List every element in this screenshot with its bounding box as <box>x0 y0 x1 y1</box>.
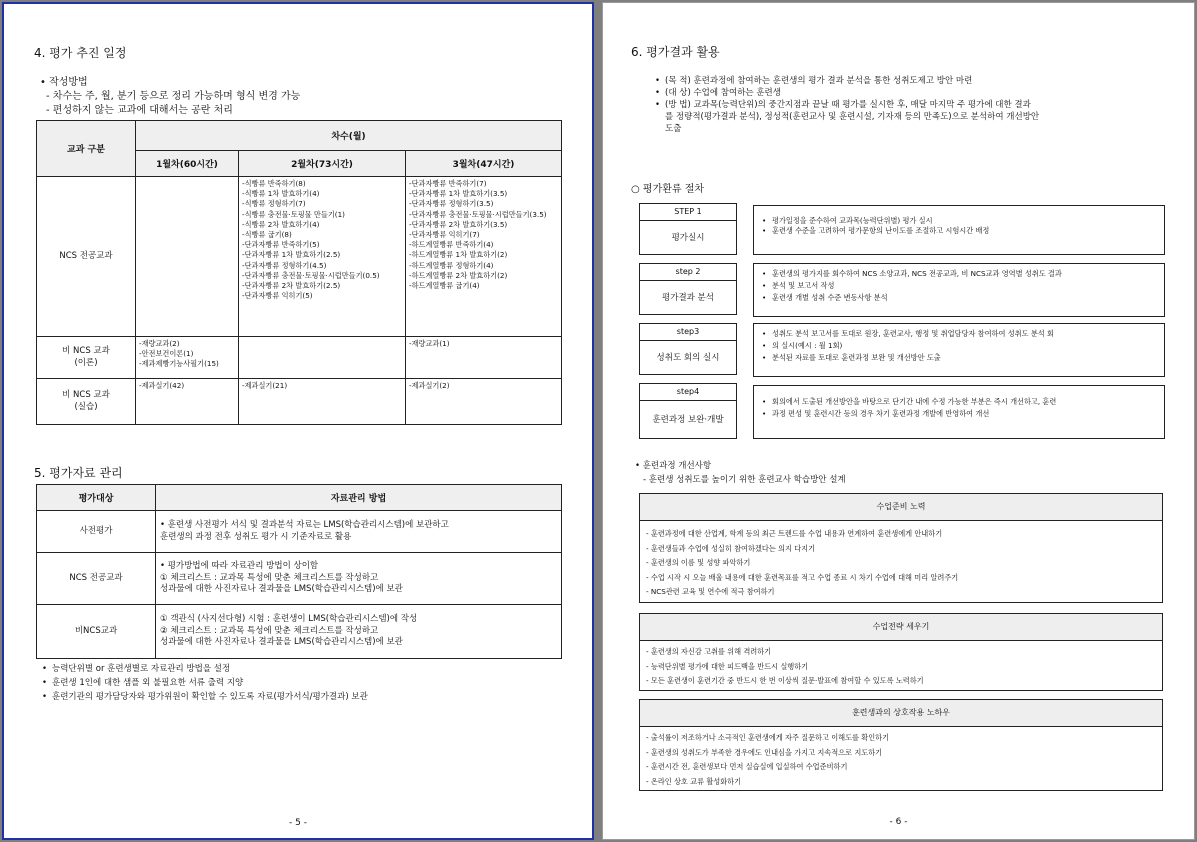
section-6-title: 6. 평가결과 활용 <box>631 45 720 59</box>
list-line: -식빵류 1차 발효하기(4) <box>242 189 320 199</box>
list-line: 성과물에 대한 사진자료나 결과물을 LMS(학습관리시스템)에 보관 <box>160 637 403 648</box>
list-line: -재량교과(1) <box>409 339 450 348</box>
data-management-table <box>36 484 562 659</box>
row-label: 비 NCS 교과 (실습) <box>37 379 136 425</box>
header-method: 자료관리 방법 <box>156 485 562 511</box>
list-line: - 훈련시간 전, 훈련생보다 먼저 실습실에 입실하여 수업준비하기 <box>646 762 848 771</box>
list-line: -하드계열빵류 1차 발효하기(2) <box>409 250 508 260</box>
page-number: - 6 - <box>889 817 908 827</box>
step-box: step3 성취도 회의 실시 <box>639 323 737 375</box>
list-line: ① 체크리스트 : 교과목 특성에 맞춘 체크리스트를 작성하고 <box>160 572 379 583</box>
row-label: 비 NCS 교과 (이론) <box>37 337 136 379</box>
list-line: 훈련생의 과정 전후 성취도 평가 시 기준자료로 활용 <box>160 531 352 542</box>
list-line: - 온라인 상호 교류 활성화하기 <box>646 776 742 786</box>
list-line: -식빵류 반죽하기(8) <box>242 179 306 188</box>
list-line: - 훈련생의 자신감 고취를 위해 격려하기 <box>646 647 772 656</box>
list-line: • 회의에서 도출된 개선방안을 바탕으로 단기간 내에 수정 가능한 부분은 즉시 개선하고, 훈련 <box>772 396 1158 408</box>
list-line: -하드계열빵류 2차 발효하기(2) <box>409 270 508 280</box>
section-5-title: 5. 평가자료 관리 <box>34 466 123 480</box>
row-method <box>156 511 562 553</box>
procedure-title: ○ 평가환류 절차 <box>631 184 705 195</box>
list-line: -제과실기(21) <box>242 381 288 390</box>
header-round: 차수(월) <box>136 121 562 151</box>
box-class-strategy: 수업전략 세우기 - 훈련생의 자신감 고취를 위해 격려하기 - 능력단위별 평가에 대한 피드백을 반드시 실행하기 - 모든 훈련생이 훈련기간 중 반드시 한 번 이상씩 질문·발표에 참여할 수 있도록 노력하기 <box>639 613 1163 691</box>
list-line: • 과정 편성 및 훈련시간 등의 경우 차기 훈련과정 개발에 반영하여 개선 <box>772 408 1158 420</box>
method-line: - 차수는 주, 월, 분기 등으로 정리 가능하며 형식 변경 가능 <box>46 91 301 102</box>
header-subject: 교과 구분 <box>37 121 136 177</box>
list-line: - NCS관련 교육 및 연수에 적극 참여하기 <box>646 587 775 596</box>
list-line: -안전보건이론(1) <box>139 349 194 359</box>
header-month: 3월차(47시간) <box>406 151 562 177</box>
list-line: ① 객관식 (사지선다형) 시험 : 훈련생이 LMS(학습관리시스템)에 작성 <box>160 614 418 625</box>
step-desc <box>753 263 1165 317</box>
list-line: -식빵류 정형하기(7) <box>242 199 306 209</box>
list-line: ② 체크리스트 : 교과목 특성에 맞춘 체크리스트를 작성하고 <box>160 625 379 636</box>
cell-list <box>406 379 562 425</box>
list-line: -식빵류 굽기(8) <box>242 230 292 240</box>
row-method <box>156 553 562 605</box>
page-6 <box>602 2 1195 840</box>
list-line: - 수업 시작 시 오늘 배울 내용에 대한 훈련목표를 적고 수업 종료 시 차기 수업에 대해 미리 알려주기 <box>646 572 959 582</box>
improve-sub: - 훈련생 성취도를 높이기 위한 훈련교사 학습방안 설계 <box>643 475 846 485</box>
step-box: STEP 1 평가실시 <box>639 203 737 255</box>
cell-list <box>239 379 406 425</box>
list-line: 성과물에 대한 사진자료나 결과물을 LMS(학습관리시스템)에 보관 <box>160 584 403 595</box>
row-target: 비NCS교과 <box>37 605 156 659</box>
list-line: - 훈련생들과 수업에 성실히 참여하겠다는 의지 다지기 <box>646 543 816 553</box>
list-line: - 능력단위별 평가에 대한 피드백을 반드시 실행하기 <box>646 661 809 671</box>
bullet-item: • (목 적) 훈련과정에 참여하는 훈련생의 평가 결과 분석을 통한 성취도제고 방안 마련 <box>665 75 1185 87</box>
table-row <box>37 337 562 379</box>
list-line: - 출석률이 저조하거나 소극적인 훈련생에게 자주 질문하고 이해도를 확인하기 <box>646 733 890 742</box>
cell-list <box>136 379 239 425</box>
list-line: -단과자빵류 익히기(5) <box>242 291 313 301</box>
list-line: -단과자빵류 정형하기(3.5) <box>409 199 494 209</box>
page-5 <box>2 2 594 840</box>
list-line: • 평가일정을 준수하여 교과목(능력단위별) 평가 실시 <box>772 216 1158 226</box>
cell-list <box>406 337 562 379</box>
list-line: -단과자빵류 1차 발효하기(3.5) <box>409 189 508 199</box>
header-target: 평가대상 <box>37 485 156 511</box>
step-desc <box>753 385 1165 439</box>
list-line: • 훈련생 수준을 고려하여 평가문항의 난이도를 조절하고 시험시간 배정 <box>772 226 1158 236</box>
list-line: - 모든 훈련생이 훈련기간 중 반드시 한 번 이상씩 질문·발표에 참여할 수 있도록 노력하기 <box>646 676 924 685</box>
cell-list <box>406 177 562 337</box>
intro-bullets <box>651 75 1185 135</box>
list-line: - 훈련과정에 대한 산업계, 학계 등의 최근 트렌드를 수업 내용과 연계하여 훈련생에게 안내하기 <box>646 529 943 538</box>
list-line: -단과자빵류 2차 발효하기(2.5) <box>242 281 341 291</box>
step-box: step4 훈련과정 보완·개발 <box>639 383 737 439</box>
list-line: -제과실기(42) <box>139 381 185 390</box>
header-month: 2월차(73시간) <box>239 151 406 177</box>
step-desc <box>753 205 1165 255</box>
list-line: -식빵류 충전물·토핑물 만들기(1) <box>242 209 345 219</box>
list-line: -단과자빵류 충전물·토핑물·시럽만들기(3.5) <box>409 209 547 219</box>
step-desc <box>753 323 1165 377</box>
cell-list <box>239 177 406 337</box>
schedule-table <box>36 120 562 425</box>
list-line: -단과자빵류 반죽하기(5) <box>242 240 320 250</box>
table-row <box>37 511 562 553</box>
list-line: -단과자빵류 반죽하기(7) <box>409 179 487 188</box>
list-line: • 훈련생 개별 성취 수준 변동사항 분석 <box>772 292 1158 304</box>
section-4-title: 4. 평가 추진 일정 <box>34 46 127 60</box>
table-row <box>37 553 562 605</box>
list-line: • 성취도 분석 보고서를 토대로 원장, 훈련교사, 행정 및 취업담당자 참여하여 성취도 분석 회 <box>772 328 1158 340</box>
list-line: -하드계열빵류 반죽하기(4) <box>409 240 494 250</box>
method-line: - 편성하지 않는 교과에 대해서는 공란 처리 <box>46 105 233 116</box>
bullet-item: • 훈련생 1인에 대한 샘플 외 불필요한 서류 출력 지양 <box>52 676 592 690</box>
row-label: NCS 전공교과 <box>37 177 136 337</box>
list-line: -단과자빵류 1차 발효하기(2.5) <box>242 250 341 260</box>
bullet-item: • (방 법) 교과목(능력단위)의 중간지점과 끝날 때 평가를 실시한 후, 매달 마지막 주 평가에 대한 결과 를 정량적(평가결과 분석), 정성적(훈련교사 및 훈련시설, 기자재 등의 만족도)으로 분석하여 개선방안 도출 <box>665 99 1185 135</box>
list-line: -단과자빵류 정형하기(4.5) <box>242 260 327 270</box>
bullet-item: • (대 상) 수업에 참여하는 훈련생 <box>665 87 1185 99</box>
table-row <box>37 379 562 425</box>
management-bullets <box>38 662 592 704</box>
list-line: • 분석된 자료를 토대로 훈련과정 보완 및 개선방안 도출 <box>772 352 1158 364</box>
list-line: -재량교과(2) <box>139 339 180 348</box>
list-line: -하드계열빵류 굽기(4) <box>409 281 480 291</box>
row-target: NCS 전공교과 <box>37 553 156 605</box>
row-method <box>156 605 562 659</box>
list-line: - 훈련생의 성취도가 부족한 경우에도 인내심을 가지고 지속적으로 지도하기 <box>646 747 883 757</box>
improve-title: • 훈련과정 개선사항 <box>635 461 712 471</box>
list-line: • 훈련생의 평가지를 회수하여 NCS 소양교과, NCS 전공교과, 비 NCS교과 영역별 성취도 결과 <box>772 268 1158 280</box>
step-box: step 2 평가결과 분석 <box>639 263 737 315</box>
list-line: • 의 실시(예시 : 월 1회) <box>772 340 1158 352</box>
list-line: -단과자빵류 2차 발효하기(3.5) <box>409 219 508 229</box>
box-interaction: 훈련생과의 상호작용 노하우 - 출석률이 저조하거나 소극적인 훈련생에게 자주 질문하고 이해도를 확인하기 - 훈련생의 성취도가 부족한 경우에도 인내심을 가지고 지속적으로 지도하기 - 훈련시간 전, 훈련생보다 먼저 실습실에 입실하여 수업준비하기 - 온라인 상호 교류 활성화하기 <box>639 699 1163 791</box>
box-class-prep: 수업준비 노력 - 훈련과정에 대한 산업계, 학계 등의 최근 트렌드를 수업 내용과 연계하여 훈련생에게 안내하기 - 훈련생들과 수업에 성실히 참여하겠다는 의지 다지기 - 훈련생의 이름 및 성향 파악하기 - 수업 시작 시 오늘 배울 내용에 대한 훈련목표를 적고 수업 종료 시 차기 수업에 대해 미리 알려주기 - NCS관련 교육 및 연수에 적극 참여하기 <box>639 493 1163 603</box>
list-line: -제과실기(2) <box>409 381 450 390</box>
cell-list <box>136 337 239 379</box>
method-title: • 작성방법 <box>40 77 88 88</box>
list-line: -하드계열빵류 정형하기(4) <box>409 260 494 270</box>
table-row <box>37 177 562 337</box>
list-line: - 훈련생의 이름 및 성향 파악하기 <box>646 558 751 567</box>
page-number: - 5 - <box>289 818 307 828</box>
list-line: -단과자빵류 충전물·토핑물·시럽만들기(0.5) <box>242 270 380 280</box>
bullet-item: • 훈련기관의 평가담당자와 평가위원이 확인할 수 있도록 자료(평가서식/평가결과) 보관 <box>52 690 592 704</box>
header-month: 1월차(60시간) <box>136 151 239 177</box>
list-line: • 평가방법에 따라 자료관리 방법이 상이함 <box>160 561 319 572</box>
list-line: -단과자빵류 익히기(7) <box>409 230 480 240</box>
list-line: • 분석 및 보고서 작성 <box>772 280 1158 292</box>
list-line: -식빵류 2차 발효하기(4) <box>242 219 320 229</box>
bullet-item: • 능력단위별 or 훈련생별로 자료관리 방법을 설정 <box>52 662 592 676</box>
list-line: -제과제빵기능사필기(15) <box>139 359 219 369</box>
list-line: • 훈련생 사전평가 서식 및 결과분석 자료는 LMS(학습관리시스템)에 보관하고 <box>160 520 449 530</box>
row-target: 사전평가 <box>37 511 156 553</box>
table-row <box>37 605 562 659</box>
